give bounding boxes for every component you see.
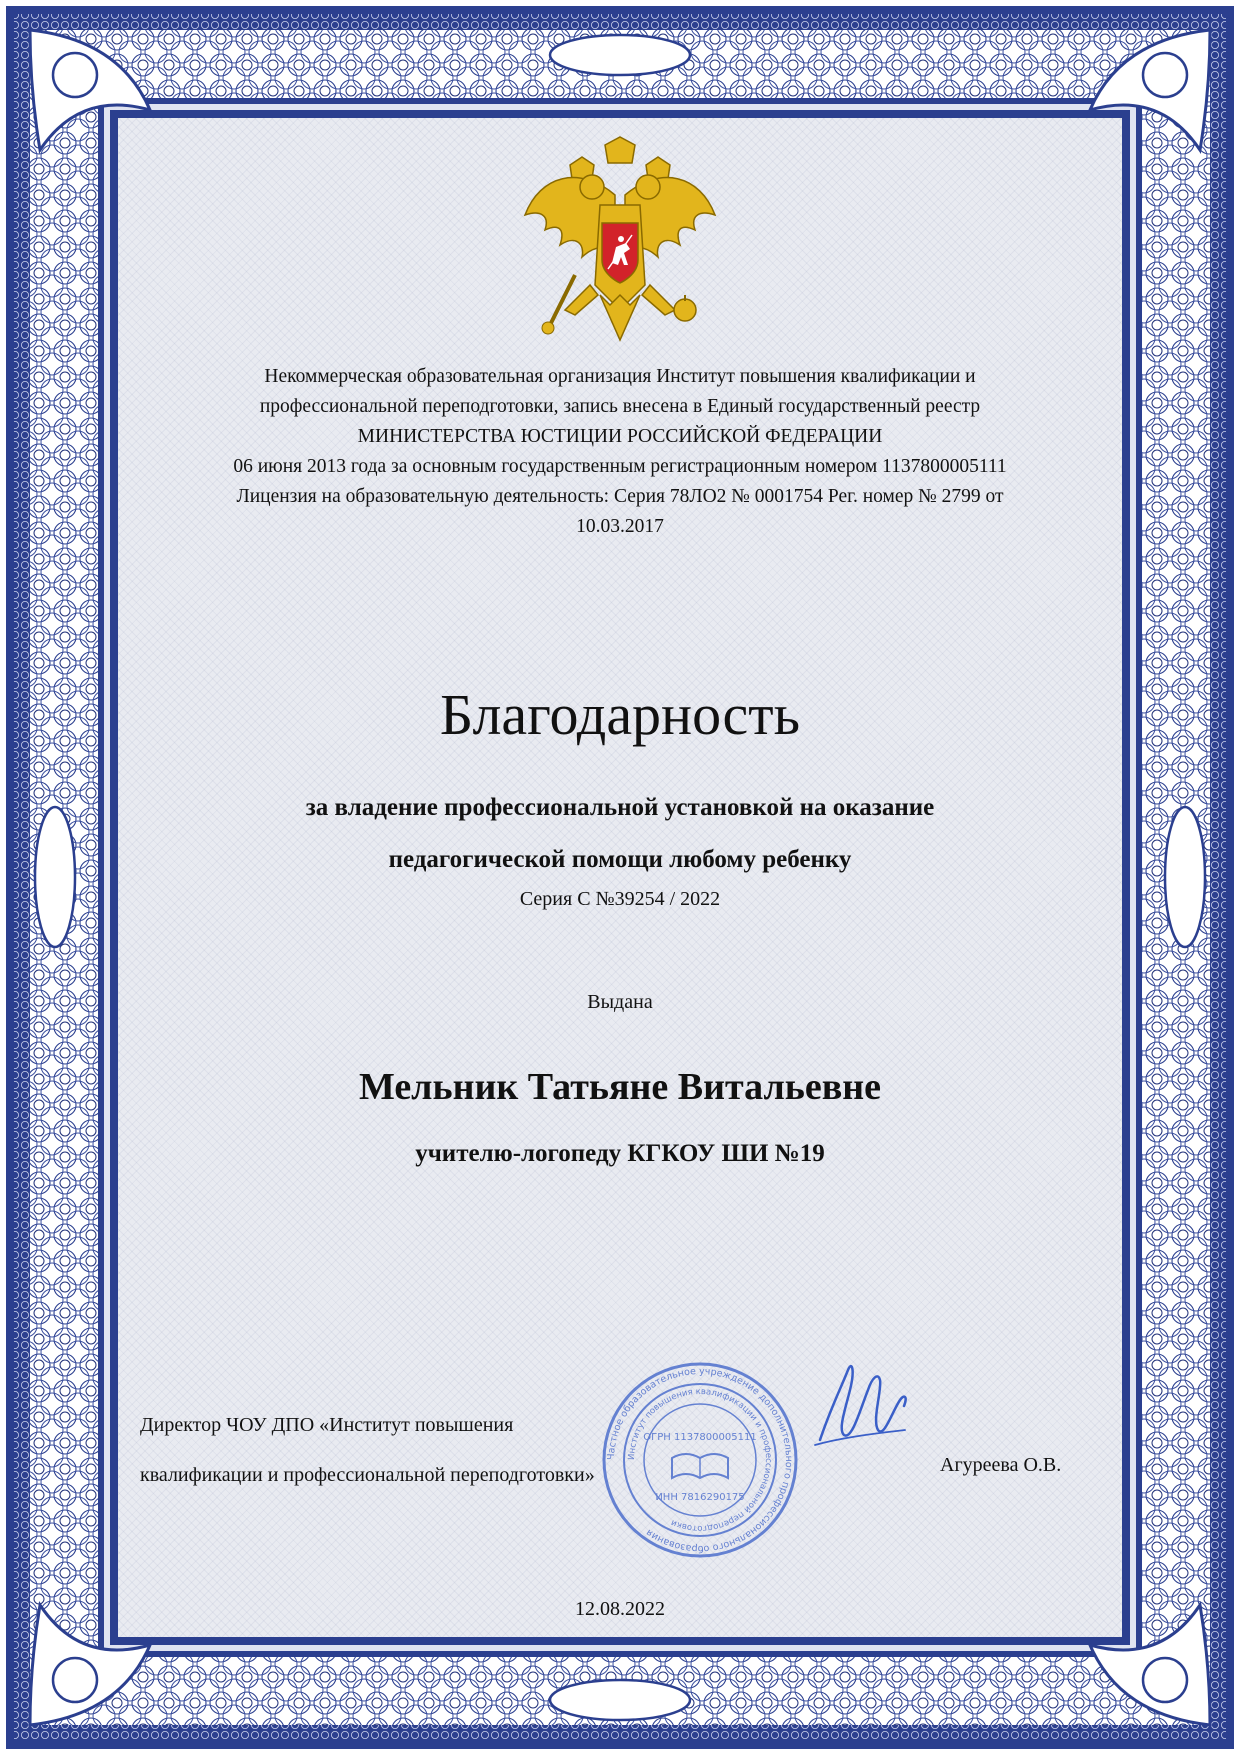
certificate-title: Благодарность [439, 682, 801, 747]
organization-details [150, 362, 1090, 542]
handwritten-signature [800, 1350, 920, 1470]
org-line: 06 июня 2013 года за основным государственным регистрационным номером 1137800005111 [233, 456, 1007, 477]
org-line: 10.03.2017 [576, 516, 664, 537]
subtitle-line-2: педагогической помощи любому ребенку [388, 846, 852, 873]
recipient-position: учителю-логопеду КГКОУ ШИ №19 [415, 1140, 825, 1167]
issue-date: 12.08.2022 [575, 1598, 665, 1620]
director-line-2: квалификации и профессиональной переподготовки» [140, 1464, 595, 1486]
recipient-name: Мельник Татьяне Витальевне [358, 1066, 882, 1108]
org-line: Лицензия на образовательную деятельность: Серия 78ЛО2 № 0001754 Рег. номер № 2799 от [236, 486, 1004, 507]
series-number: Серия С №39254 / 2022 [519, 888, 721, 910]
official-stamp-icon [600, 1360, 800, 1560]
russian-coat-of-arms-icon [520, 135, 720, 355]
signer-name: Агуреева О.В. [940, 1454, 1062, 1476]
org-line: профессиональной переподготовки, запись внесена в Единый государственный реестр [259, 396, 981, 417]
stamp-inner-text: Институт повышения квалификации и профессиональной переподготовки [626, 1386, 774, 1534]
stamp-outer-text: Частное образовательное учреждение дополнительного профессионального образования [605, 1365, 795, 1555]
org-line: МИНИСТЕРСТВА ЮСТИЦИИ РОССИЙСКОЙ ФЕДЕРАЦИИ [357, 426, 883, 447]
director-line-1: Директор ЧОУ ДПО «Институт повышения [140, 1414, 514, 1436]
stamp-ogrn: ОГРН 1137800005111 [643, 1432, 757, 1443]
org-line: Некоммерческая образовательная организация Институт повышения квалификации и [264, 366, 976, 387]
issued-label: Выдана [587, 991, 653, 1013]
certificate-subtitle [150, 782, 1090, 886]
subtitle-line-1: за владение профессиональной установкой на оказание [305, 794, 935, 821]
stamp-inn: ИНН 7816290175 [655, 1492, 745, 1503]
